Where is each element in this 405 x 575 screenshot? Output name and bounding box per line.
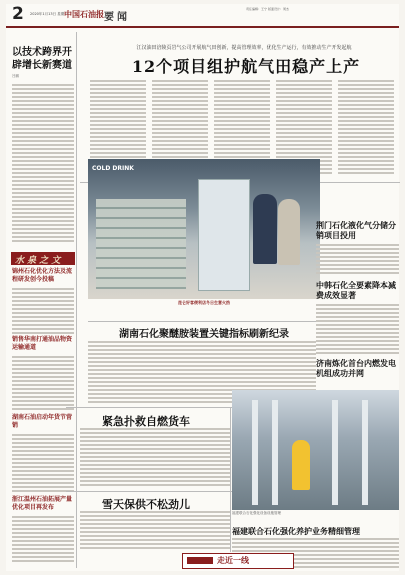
column-tag-decoration xyxy=(187,557,213,564)
snow-headline: 雪天保供不松劲儿 xyxy=(102,498,190,511)
divider xyxy=(88,321,316,322)
person xyxy=(278,199,300,265)
side-headline-4: 浙江温州石油拓展产量优化项目再发布 xyxy=(12,496,73,511)
fujian-headline: 福建联合石化强化养护业务精细管理 xyxy=(232,526,360,536)
brief-headline-1: 荆门石化液化气分储分销项目投用 xyxy=(316,220,396,240)
side-body-1 xyxy=(12,288,74,336)
store-sign: COLD DRINK xyxy=(92,165,134,172)
lead-body xyxy=(12,84,74,244)
brief-headline-2: 中韩石化全要素降本减费成效显著 xyxy=(316,280,396,300)
side-body-2 xyxy=(12,356,74,412)
newspaper-page xyxy=(6,4,399,571)
fire-headline: 紧急扑救自燃货车 xyxy=(102,415,190,428)
issue-date: 2020年1月13日 星期一 xyxy=(30,12,68,16)
divider xyxy=(230,407,231,552)
masthead xyxy=(6,4,399,28)
footer-label: 走近一线 xyxy=(217,555,249,565)
section-band-label: 水 泉 之 文 xyxy=(15,256,61,266)
lead-byline: 吕鹏 xyxy=(12,74,19,78)
side-body-3 xyxy=(12,434,74,494)
side-headline-2: 销售华南打通油品物资运输通道 xyxy=(12,336,73,351)
lead-headline: 以技术跨界开辟增长新赛道 xyxy=(12,47,72,71)
plant-photo xyxy=(232,390,399,510)
hunan-headline: 湖南石化聚醚胺装置关键指标刷新纪录 xyxy=(119,329,289,340)
left-column xyxy=(10,32,77,568)
side-body-4 xyxy=(12,516,74,564)
snow-body xyxy=(80,511,230,551)
paper-logo: 中国石油报 xyxy=(64,9,104,19)
photo-caption: 昆仑好客便利店冬日生意火热 xyxy=(178,300,230,305)
divider xyxy=(66,407,232,408)
top-story-headline: 12个项目组护航气田稳产上产 xyxy=(131,57,361,76)
fire-body xyxy=(80,428,230,488)
section-band xyxy=(11,252,75,265)
plant-photo-caption: 福建联合石化强化设备设施管理 xyxy=(232,511,281,515)
brief-headline-3: 济南炼化首台内燃发电机组成功并网 xyxy=(316,358,396,378)
person xyxy=(253,194,277,264)
top-story-dek: 江汉油田涪陵页岩气公司开展航气田创新，提高管理效率，优化生产运行，有效推动生产开发起航 xyxy=(136,45,352,51)
worker xyxy=(292,440,310,490)
footer-column-tag xyxy=(182,553,294,569)
fridge xyxy=(198,179,250,291)
page-number: 2 xyxy=(12,4,24,24)
side-headline-1: 锦州石化优化方法及流程研发创今投稿 xyxy=(12,268,73,283)
side-headline-3: 湖南石油启动年货节营销 xyxy=(12,414,73,429)
brief-body-1 xyxy=(316,244,399,276)
shelf xyxy=(96,199,186,289)
editor-info: 责任编辑：王宁 版面设计：周杰 xyxy=(246,7,289,11)
store-photo xyxy=(88,159,320,299)
divider xyxy=(66,491,232,492)
section-title: 要闻 xyxy=(104,12,130,23)
brief-body-2 xyxy=(316,304,399,356)
